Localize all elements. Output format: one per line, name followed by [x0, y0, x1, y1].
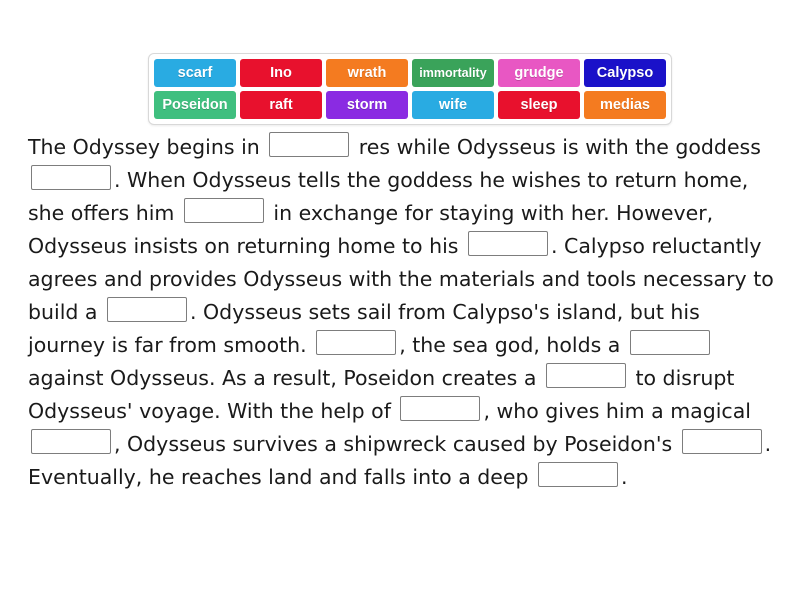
passage-text: . [621, 465, 628, 489]
passage-text: . Odysseus sets sail from Calypso's island, but his journey is far from smooth. [28, 300, 707, 357]
word-bank-row-2 [154, 91, 666, 119]
answer-blank[interactable] [316, 330, 396, 355]
word-chip[interactable]: Ino [240, 59, 322, 87]
answer-blank[interactable] [31, 165, 111, 190]
passage-text: . When Odysseus tells the goddess he wishes to return home, she offers him [28, 168, 755, 225]
answer-blank[interactable] [546, 363, 626, 388]
answer-blank[interactable] [269, 132, 349, 157]
passage-text: , Odysseus survives a shipwreck caused by Poseidon's [114, 432, 679, 456]
answer-blank[interactable] [538, 462, 618, 487]
passage-text: res while Odysseus is with the goddess [352, 135, 768, 159]
word-chip[interactable]: immortality [412, 59, 494, 87]
word-bank [148, 53, 672, 125]
answer-blank[interactable] [400, 396, 480, 421]
cloze-passage [28, 131, 780, 494]
answer-blank[interactable] [468, 231, 548, 256]
passage-text: against Odysseus. As a result, Poseidon creates a [28, 333, 720, 390]
word-chip[interactable]: scarf [154, 59, 236, 87]
word-bank-row-1 [154, 59, 666, 87]
passage-text: , the sea god, holds a [399, 333, 627, 357]
answer-blank[interactable] [682, 429, 762, 454]
word-chip[interactable]: grudge [498, 59, 580, 87]
answer-blank[interactable] [184, 198, 264, 223]
passage-text: The Odyssey begins in [28, 135, 267, 159]
answer-blank[interactable] [31, 429, 111, 454]
passage-text: . Eventually, he reaches land and falls into a deep [28, 432, 778, 489]
word-chip[interactable]: wife [412, 91, 494, 119]
passage-text: , who gives him a magical [483, 399, 758, 423]
answer-blank[interactable] [630, 330, 710, 355]
answer-blank[interactable] [107, 297, 187, 322]
word-chip[interactable]: Poseidon [154, 91, 236, 119]
word-chip[interactable]: sleep [498, 91, 580, 119]
word-chip[interactable]: wrath [326, 59, 408, 87]
word-chip[interactable]: storm [326, 91, 408, 119]
word-chip[interactable]: raft [240, 91, 322, 119]
word-chip[interactable]: medias [584, 91, 666, 119]
passage-text: . Calypso reluctantly agrees and provides Odysseus with the materials and tools necessary to build a [28, 234, 781, 324]
passage-text: to disrupt Odysseus' voyage. With the help of [28, 366, 741, 423]
word-chip[interactable]: Calypso [584, 59, 666, 87]
passage-text: in exchange for staying with her. However, Odysseus insists on returning home to his [28, 201, 720, 258]
